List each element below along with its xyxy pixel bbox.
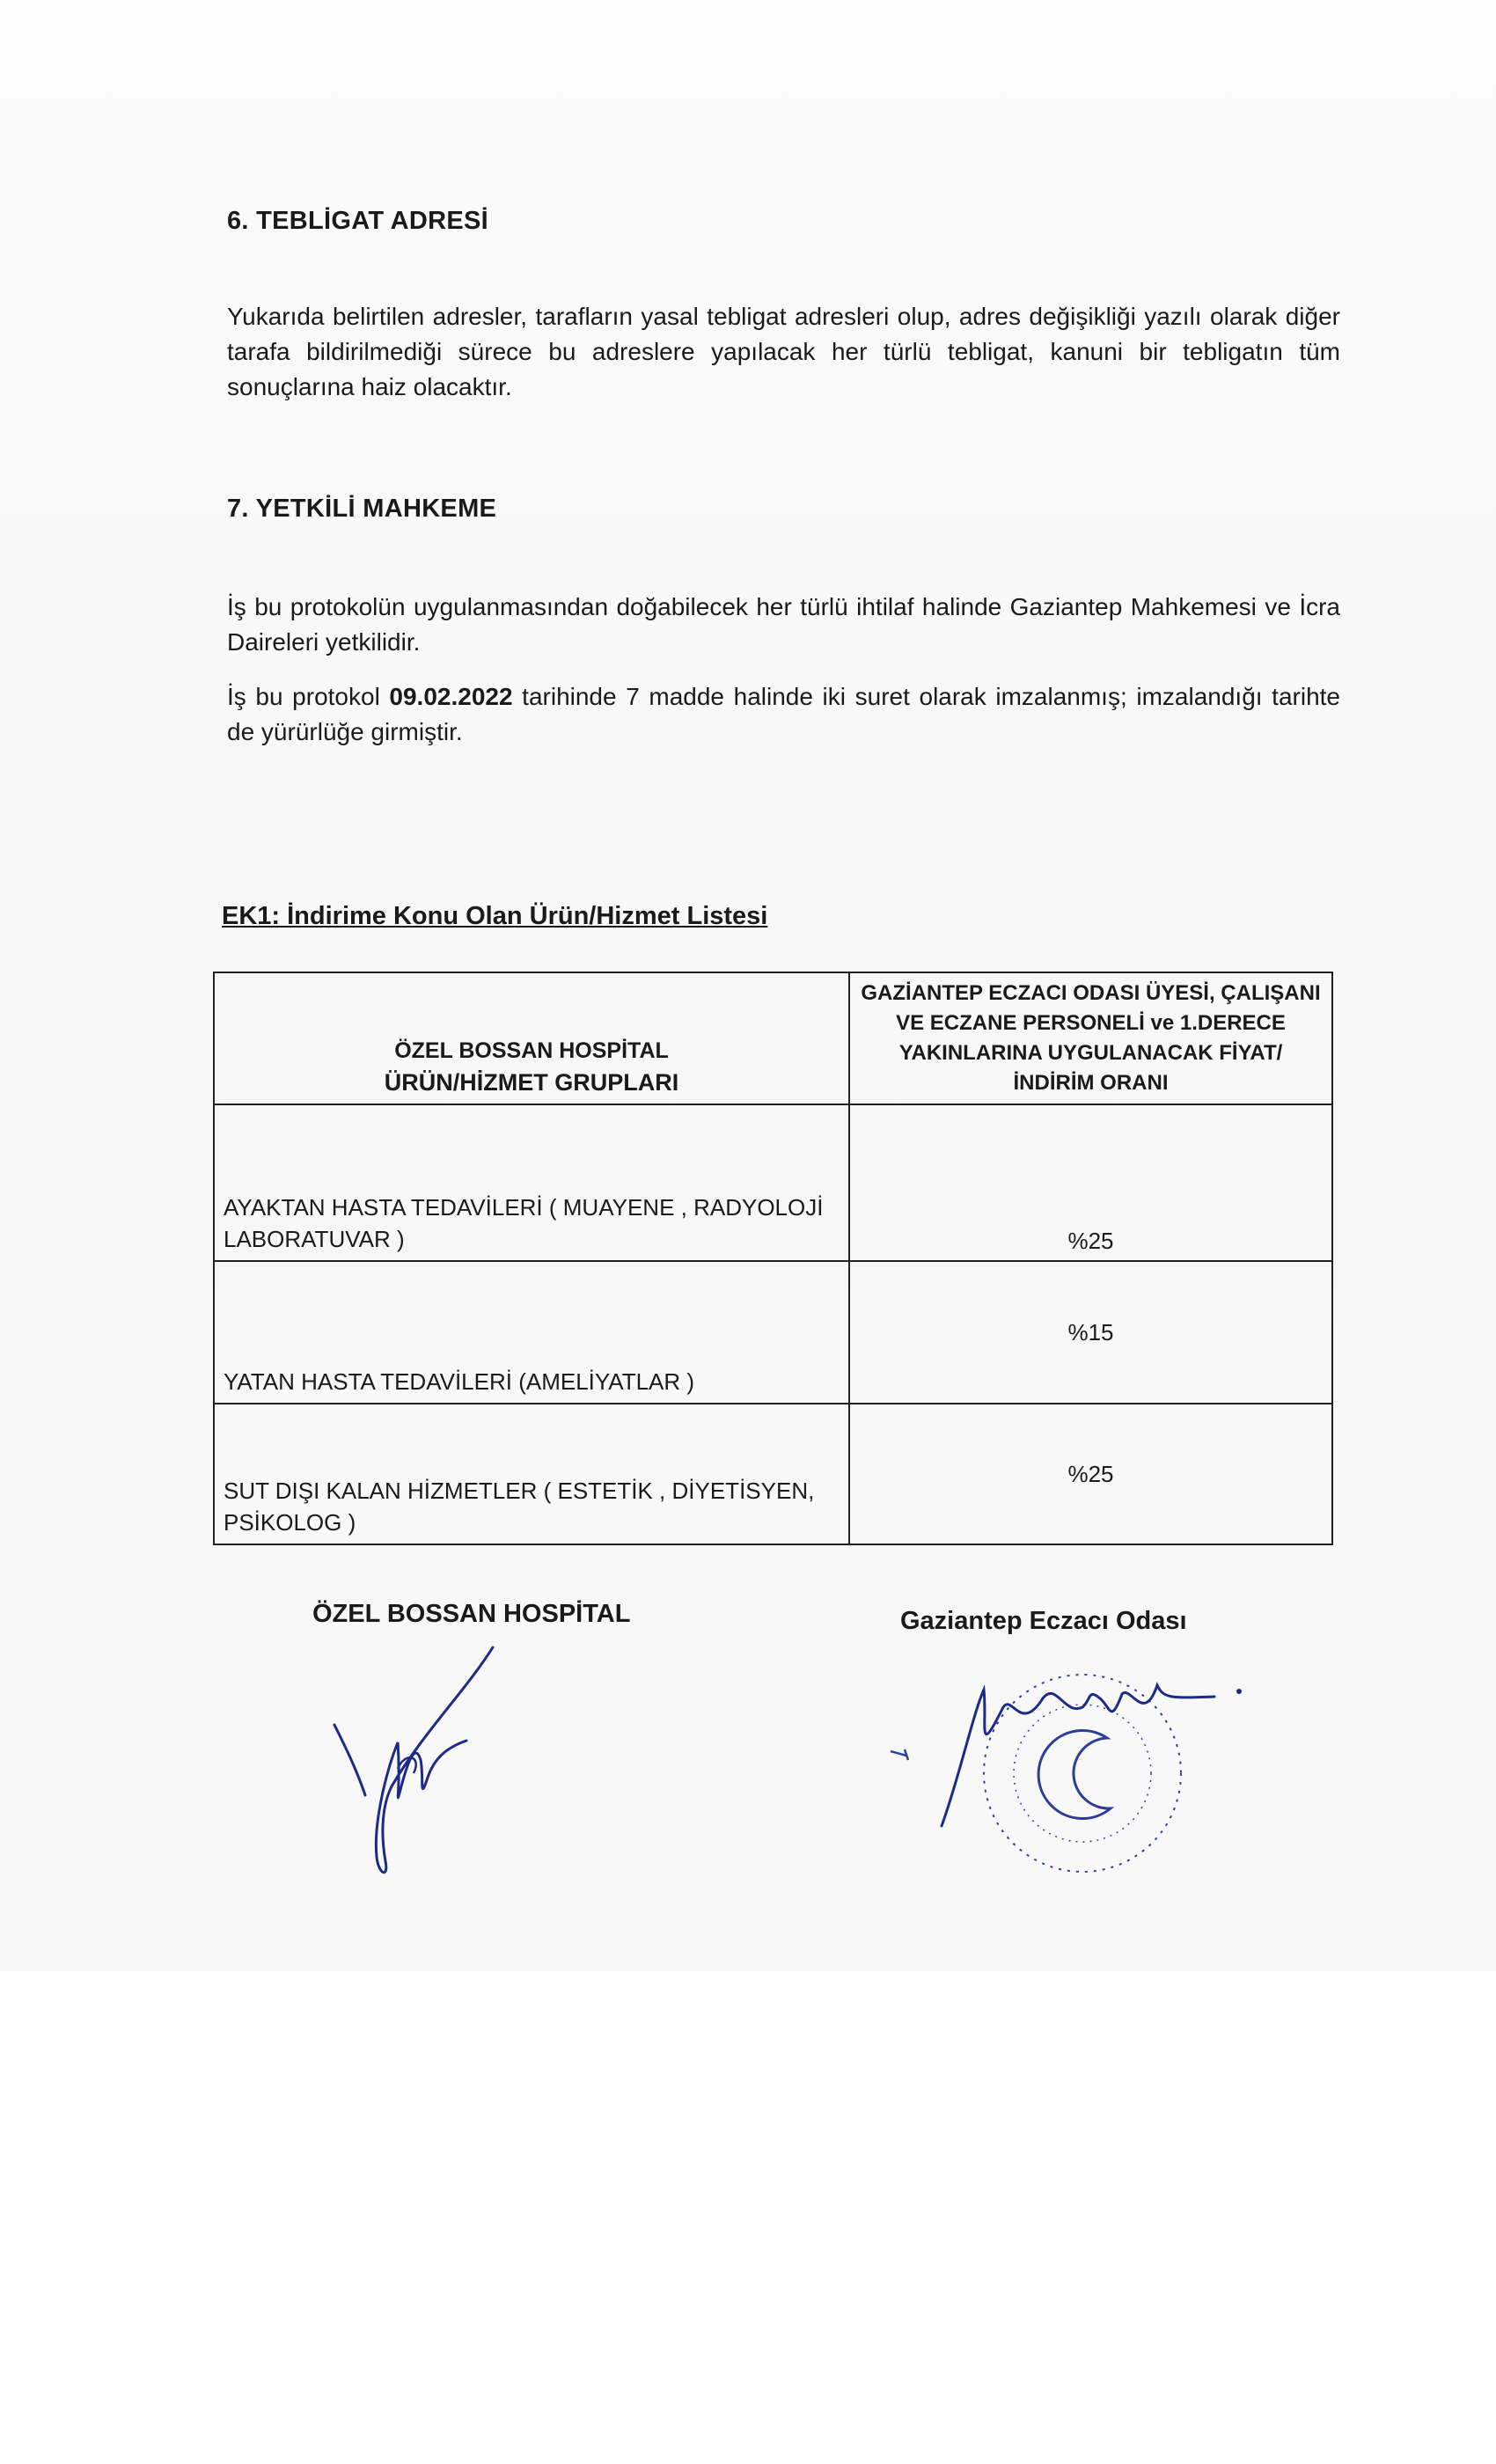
- right-signatory-label: Gaziantep Eczacı Odası: [900, 1607, 1187, 1635]
- table-header-row: [214, 972, 1332, 1104]
- header-col1-line1: ÖZEL BOSSAN HOSPİTAL: [394, 1038, 669, 1063]
- annex-title: EK1: İndirime Konu Olan Ürün/Hizmet Listesi: [222, 902, 768, 930]
- signing-date: 09.02.2022: [389, 683, 513, 710]
- signing-statement: [227, 679, 1340, 750]
- table-row: [214, 1261, 1332, 1404]
- table-row: [214, 1104, 1332, 1261]
- table-header-rate: GAZİANTEP ECZACI ODASI ÜYESİ, ÇALIŞANI VE ECZANE PERSONELİ ve 1.DERECE YAKINLARINA UYGULANACAK FİYAT/ İNDİRİM ORANI: [849, 972, 1332, 1104]
- service-cell: AYAKTAN HASTA TEDAVİLERİ ( MUAYENE , RADYOLOJİ LABORATUVAR ): [214, 1104, 849, 1261]
- section-6-text: Yukarıda belirtilen adresler, tarafların yasal tebligat adresleri olup, adres değişikliği yazılı olarak diğer tarafa bildirilmediği sürece bu adreslere yapılacak her türlü tebligat, kanuni bir tebligatın tüm sonuçlarına haiz olacaktır.: [227, 303, 1340, 400]
- rate-cell: %15: [849, 1261, 1332, 1404]
- left-signature-image: [317, 1637, 528, 1892]
- rate-cell: %25: [849, 1104, 1332, 1261]
- stamp-seal: [984, 1675, 1181, 1872]
- rate-cell: %25: [849, 1404, 1332, 1544]
- service-cell: SUT DIŞI KALAN HİZMETLER ( ESTETİK , DİYETİSYEN, PSİKOLOG ): [214, 1404, 849, 1544]
- section-7-heading: 7. YETKİLİ MAHKEME: [227, 495, 497, 523]
- service-cell: YATAN HASTA TEDAVİLERİ (AMELİYATLAR ): [214, 1261, 849, 1404]
- right-signature-stamp-image: [880, 1646, 1267, 1910]
- section-7-text: İş bu protokolün uygulanmasından doğabilecek her türlü ihtilaf halinde Gaziantep Mahkemesi ve İcra Daireleri yetkilidir.: [227, 593, 1340, 656]
- discount-table: [213, 972, 1333, 1545]
- left-signatory-label: ÖZEL BOSSAN HOSPİTAL: [312, 1600, 631, 1628]
- signing-suffix: tarihinde 7 madde halinde iki suret olarak imzalanmış; imzalandığı tarihte de yürürlüğe girmiştir.: [227, 683, 1340, 745]
- table-row: [214, 1404, 1332, 1544]
- section-6-heading: 6. TEBLİGAT ADRESİ: [227, 207, 489, 235]
- header-col1-line2: ÜRÜN/HİZMET GRUPLARI: [384, 1069, 679, 1096]
- signing-prefix: İş bu protokol: [227, 683, 390, 710]
- table-header-service: [214, 972, 849, 1104]
